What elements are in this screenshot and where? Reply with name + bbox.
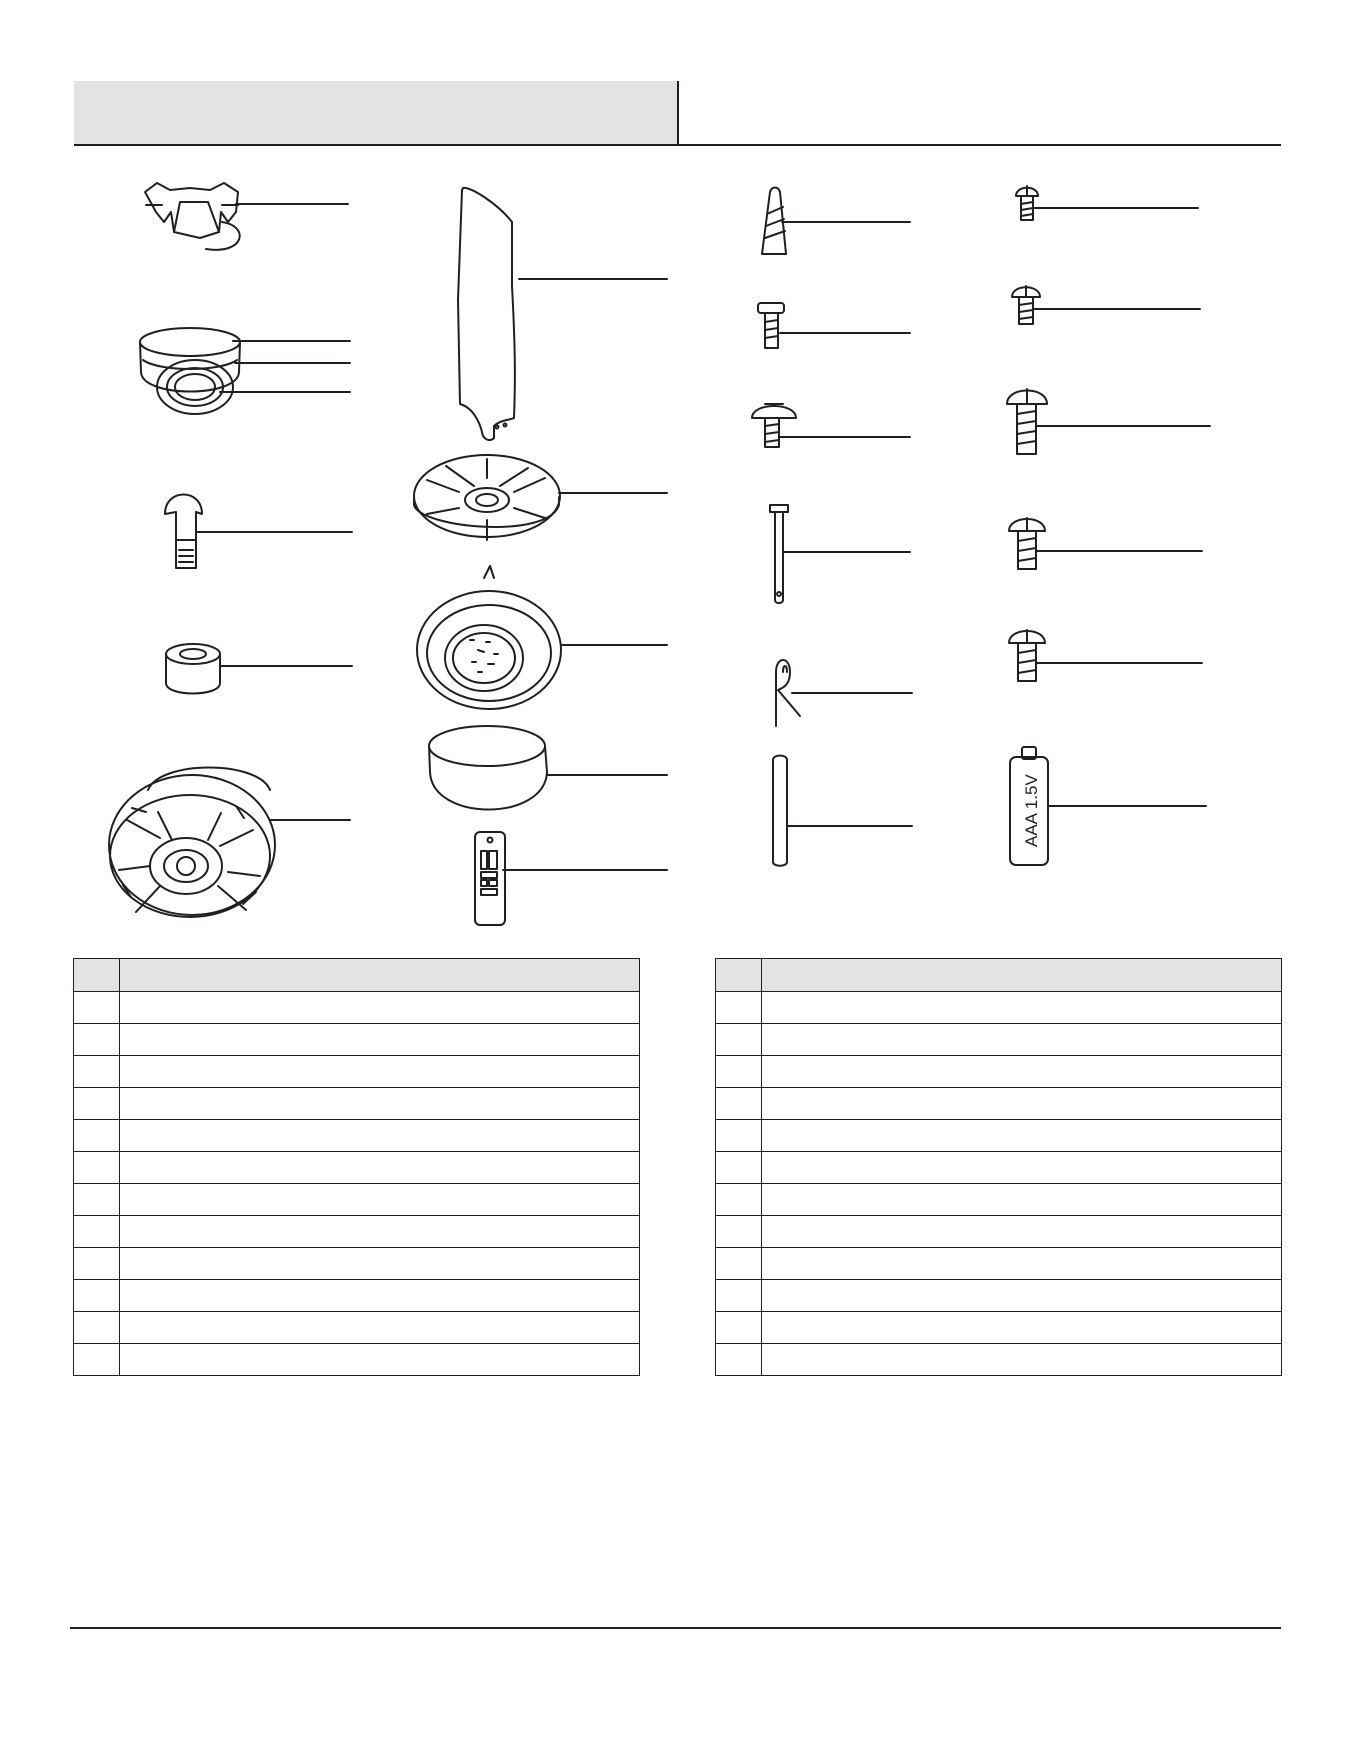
part-code bbox=[74, 1312, 120, 1344]
part-code bbox=[716, 1280, 762, 1312]
table-row bbox=[74, 1280, 640, 1312]
part-code bbox=[74, 1056, 120, 1088]
canopy-icon bbox=[140, 328, 350, 414]
part-code bbox=[74, 1184, 120, 1216]
balancing-screw-icon bbox=[758, 303, 910, 348]
table-row bbox=[716, 1120, 1282, 1152]
remote-control-icon bbox=[475, 832, 667, 925]
part-code bbox=[74, 1152, 120, 1184]
light-kit-plate-icon bbox=[417, 566, 667, 709]
part-code bbox=[74, 1280, 120, 1312]
table-row bbox=[74, 1216, 640, 1248]
table-row bbox=[74, 1056, 640, 1088]
part-description bbox=[762, 1120, 1282, 1152]
part-code bbox=[716, 992, 762, 1024]
part-description bbox=[120, 1312, 640, 1344]
part-description bbox=[762, 1088, 1282, 1120]
part-description bbox=[762, 1056, 1282, 1088]
table-row bbox=[74, 1184, 640, 1216]
medium-screw-icon bbox=[1012, 286, 1200, 324]
part-code bbox=[74, 1088, 120, 1120]
part-code bbox=[74, 1216, 120, 1248]
table-row bbox=[74, 1088, 640, 1120]
table-row bbox=[716, 1152, 1282, 1184]
motor-housing-icon bbox=[109, 768, 350, 918]
part-description bbox=[120, 1280, 640, 1312]
table-header-row bbox=[74, 959, 640, 992]
battery-label: AAA 1.5V bbox=[1022, 774, 1041, 847]
part-description bbox=[120, 1120, 640, 1152]
table-row bbox=[74, 1248, 640, 1280]
part-description bbox=[762, 1152, 1282, 1184]
part-code bbox=[74, 1248, 120, 1280]
part-description bbox=[120, 1216, 640, 1248]
ceiling-bracket-icon bbox=[145, 183, 348, 250]
screw-icon bbox=[1009, 518, 1202, 569]
blade-bracket-icon bbox=[414, 455, 667, 540]
part-code bbox=[74, 1344, 120, 1376]
part-code bbox=[74, 1120, 120, 1152]
part-code bbox=[716, 1248, 762, 1280]
part-code bbox=[716, 1120, 762, 1152]
downrod-icon bbox=[165, 495, 352, 569]
footer-rule bbox=[70, 1627, 1281, 1629]
table-header-cell bbox=[74, 959, 120, 992]
table-header-cell bbox=[120, 959, 640, 992]
table-row bbox=[74, 1152, 640, 1184]
part-code bbox=[716, 1056, 762, 1088]
part-description bbox=[120, 1344, 640, 1376]
part-code bbox=[74, 992, 120, 1024]
table-row bbox=[74, 1120, 640, 1152]
part-description bbox=[762, 1248, 1282, 1280]
part-description bbox=[120, 1184, 640, 1216]
part-description bbox=[120, 1024, 640, 1056]
part-description bbox=[120, 1152, 640, 1184]
parts-table-left bbox=[73, 958, 640, 1376]
part-description bbox=[762, 1216, 1282, 1248]
part-description bbox=[762, 992, 1282, 1024]
part-description bbox=[762, 1312, 1282, 1344]
hairpin-clip-icon bbox=[776, 660, 912, 726]
glass-shade-icon bbox=[429, 726, 667, 810]
part-description bbox=[120, 992, 640, 1024]
part-description bbox=[762, 1024, 1282, 1056]
table-row bbox=[716, 1184, 1282, 1216]
small-screw-icon bbox=[1016, 186, 1198, 220]
table-row bbox=[74, 1024, 640, 1056]
table-row bbox=[74, 992, 640, 1024]
table-row bbox=[716, 1280, 1282, 1312]
table-header-cell bbox=[762, 959, 1282, 992]
table-row bbox=[74, 1312, 640, 1344]
part-description bbox=[762, 1184, 1282, 1216]
part-code bbox=[716, 1312, 762, 1344]
table-row bbox=[716, 1312, 1282, 1344]
table-row bbox=[716, 1248, 1282, 1280]
clevis-pin-icon bbox=[770, 505, 910, 603]
wire-connector-icon bbox=[762, 188, 910, 255]
screw-icon bbox=[1009, 630, 1202, 681]
part-code bbox=[74, 1024, 120, 1056]
table-header-row bbox=[716, 959, 1282, 992]
part-code bbox=[716, 1088, 762, 1120]
part-code bbox=[716, 1344, 762, 1376]
parts-table-right bbox=[715, 958, 1282, 1376]
table-row bbox=[716, 992, 1282, 1024]
table-row bbox=[716, 1056, 1282, 1088]
part-code bbox=[716, 1152, 762, 1184]
fan-blade-icon bbox=[458, 188, 667, 440]
part-description bbox=[762, 1280, 1282, 1312]
large-screw-icon bbox=[1007, 389, 1210, 454]
part-code bbox=[716, 1184, 762, 1216]
table-row bbox=[716, 1024, 1282, 1056]
table-header-cell bbox=[716, 959, 762, 992]
blade-attachment-screw-icon bbox=[752, 404, 910, 447]
part-code bbox=[716, 1216, 762, 1248]
coupling-cover-icon bbox=[166, 644, 352, 694]
table-row bbox=[716, 1216, 1282, 1248]
table-row bbox=[74, 1344, 640, 1376]
part-description bbox=[120, 1056, 640, 1088]
part-description bbox=[762, 1344, 1282, 1376]
part-description bbox=[120, 1248, 640, 1280]
part-code bbox=[716, 1024, 762, 1056]
part-description bbox=[120, 1088, 640, 1120]
table-row bbox=[716, 1344, 1282, 1376]
pin-icon bbox=[773, 756, 912, 866]
table-row bbox=[716, 1088, 1282, 1120]
